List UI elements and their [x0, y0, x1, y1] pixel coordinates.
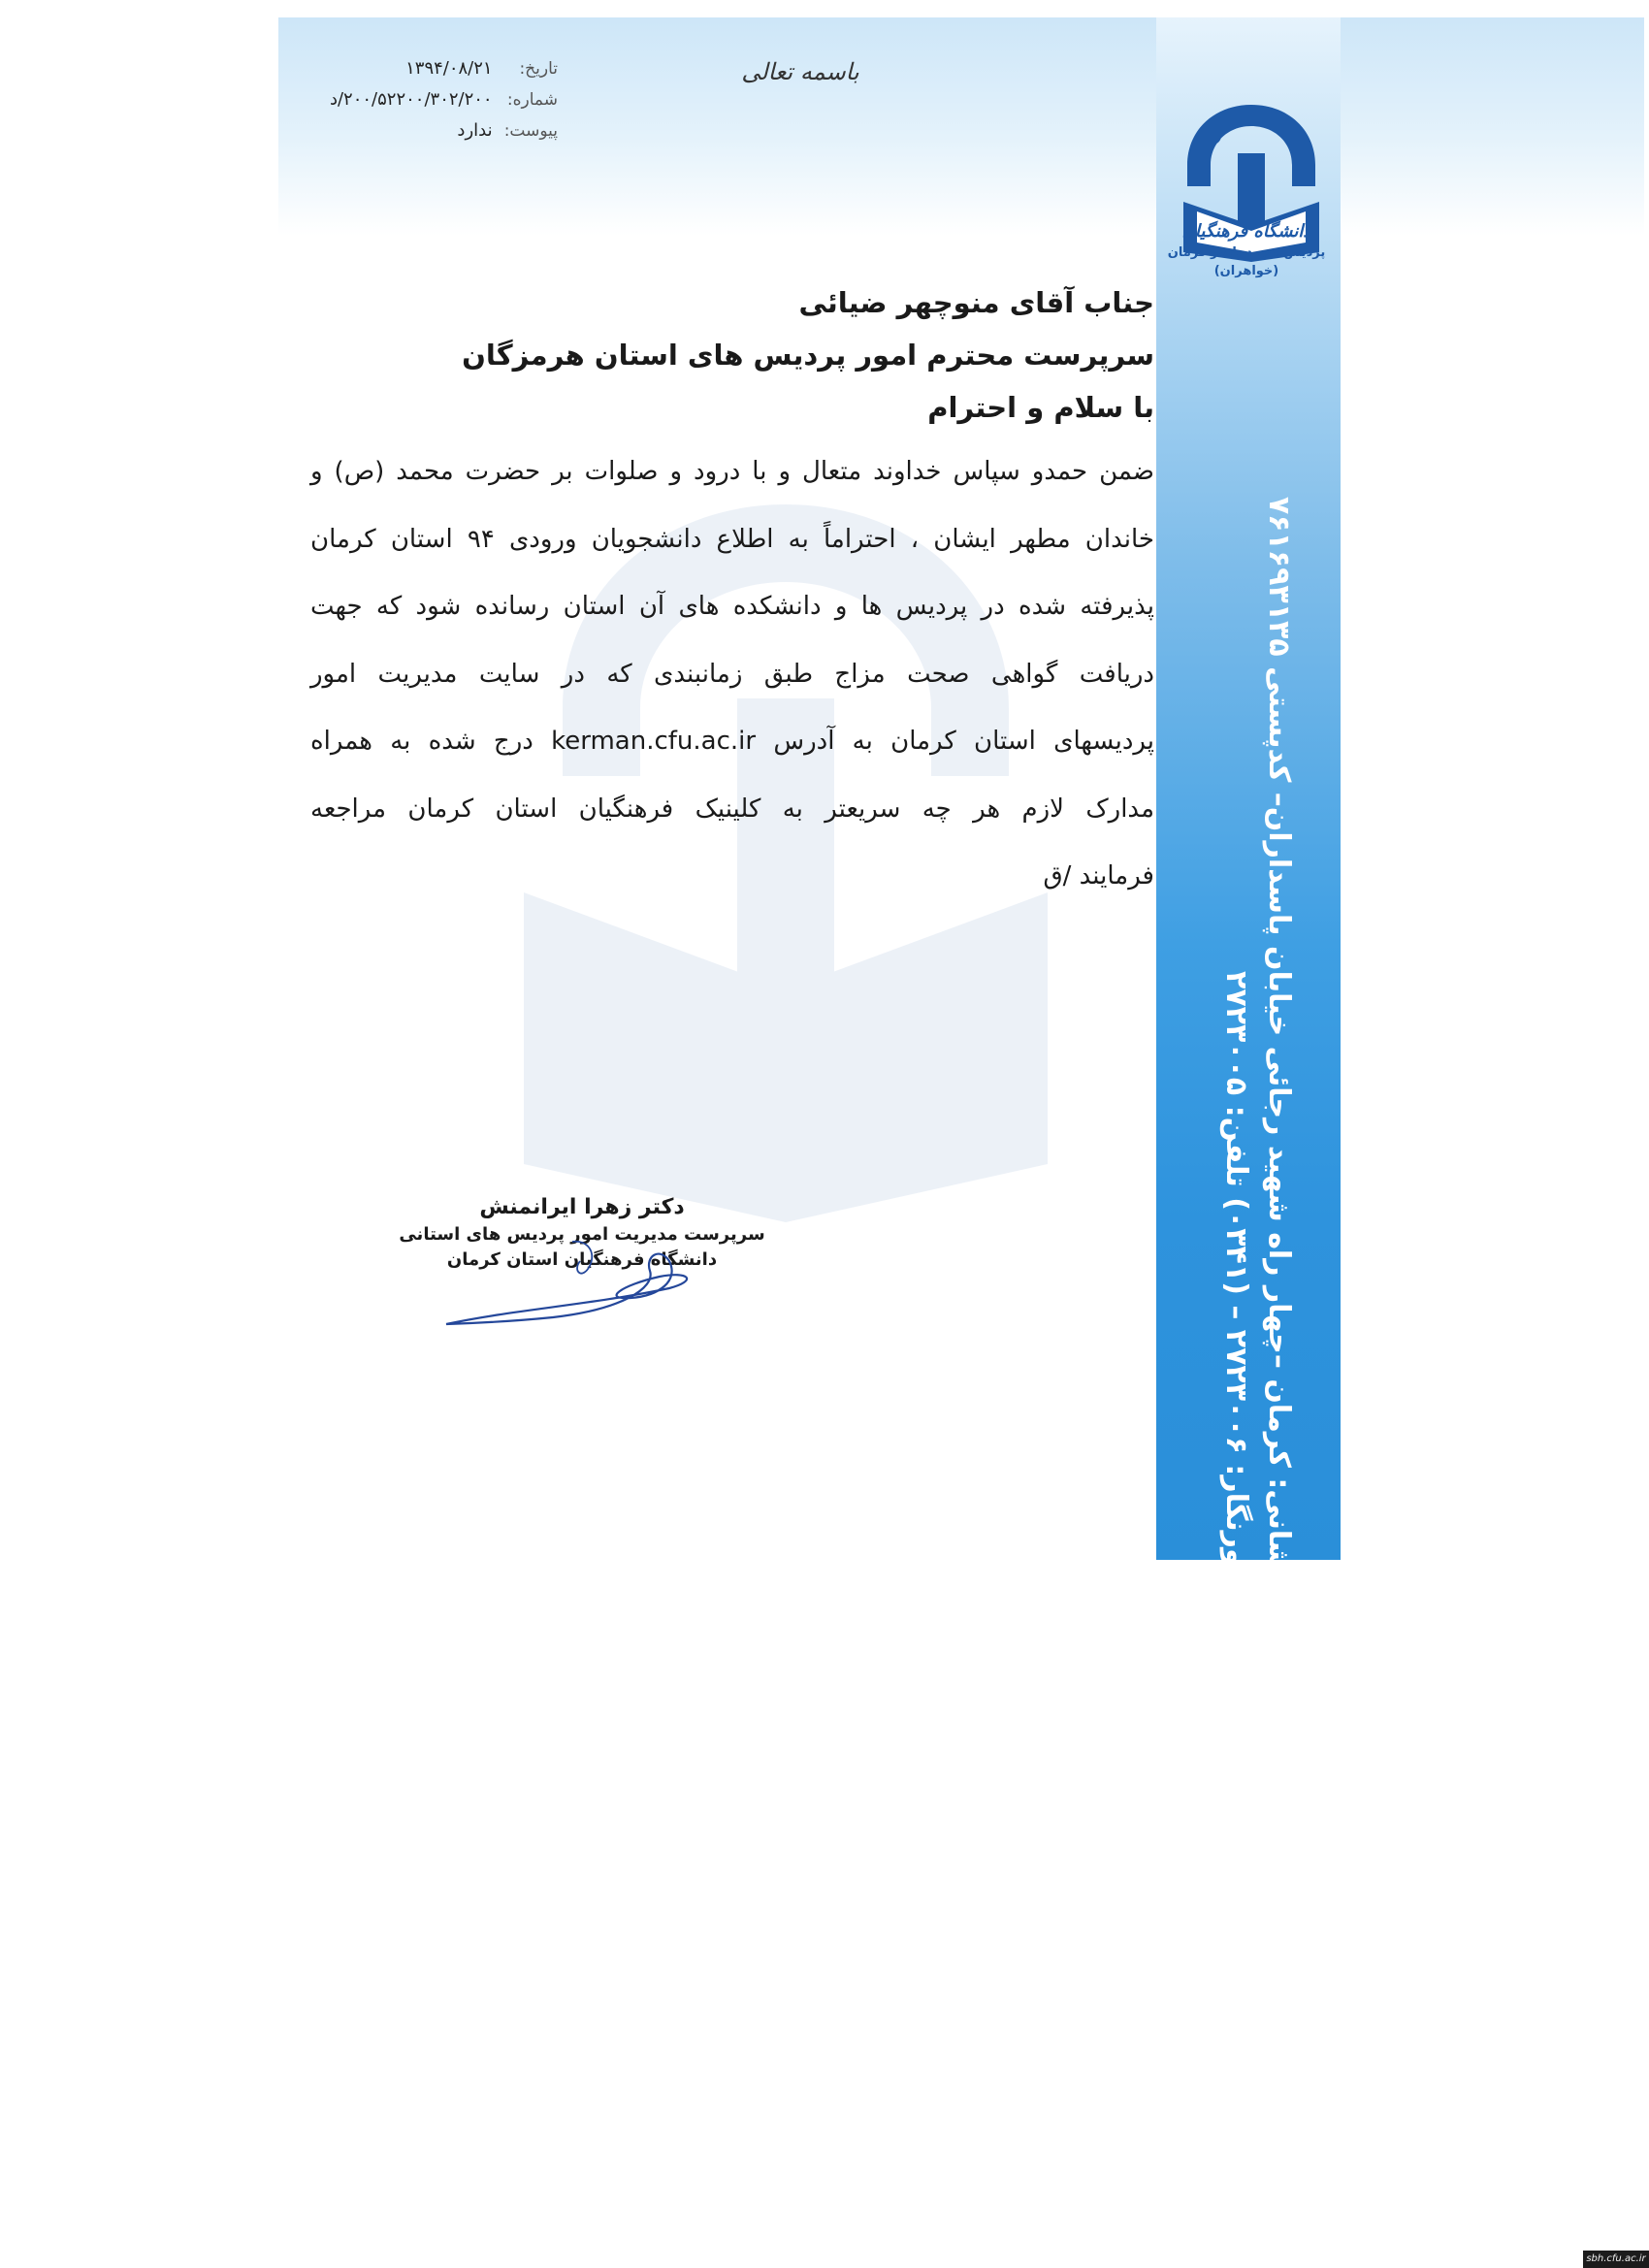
body-line: فرمایند /ق — [1043, 861, 1154, 891]
handwritten-signature — [427, 1213, 718, 1339]
date-value: ۱۳۹۴/۰۸/۲۱ — [405, 58, 493, 79]
signatory-name: دکتر زهرا ایرانمنش — [479, 1195, 685, 1219]
attachment-label: پیوست: — [503, 121, 558, 141]
logo-branch: (خواهران) — [1213, 264, 1279, 278]
number-row — [306, 84, 558, 115]
letter-meta — [306, 53, 558, 146]
source-badge: sbh.cfu.ac.ir — [1583, 2251, 1649, 2268]
body-line: پردیسهای استان کرمان به آدرس kerman.cfu.ac.ir درج شده به همراه — [310, 727, 1155, 756]
basmala: باسمه تعالی — [741, 58, 859, 85]
body-line: خاندان مطهر ایشان ، احتراماً به اطلاع دانشجویان ورودی ۹۴ استان کرمان — [310, 524, 1154, 554]
side-address: نشانی: کرمان –چهار راه شهید رجائی خیابان پاسداران– کدپستی ۷۶۱۶۹۳۱۳۵ دورنگار: ۲۷۲۳۰۰۶ – (۰۳۴۱) تلفن: ۲۷۲۳۰۰۵ — [1219, 496, 1296, 1581]
addressee-name: جناب آقای منوچهر ضیائی — [798, 286, 1154, 319]
attachment-value: ندارد — [457, 120, 493, 141]
body-line: ضمن حمدو سپاس خداوند متعال و با درود و صلوات بر حضرت محمد (ص) و — [310, 457, 1154, 486]
number-label: شماره: — [506, 90, 558, 110]
letter-body — [310, 276, 1154, 911]
logo-caption — [1159, 221, 1334, 278]
logo-university-name: دانشگاه فرهنگیان — [1181, 221, 1311, 242]
date-row — [306, 53, 558, 84]
attachment-row — [306, 115, 558, 146]
body-line: دریافت گواهی صحت مزاج طبق زمانبندی که در سایت مدیریت امور — [310, 659, 1154, 689]
signatory-organization: دانشگاه فرهنگیان استان کرمان — [446, 1249, 718, 1270]
body-line: پذیرفته شده در پردیس ها و دانشکده های آن استان رسانده شود که جهت — [310, 592, 1154, 621]
signatory-title: سرپرست مدیریت امور پردیس های استانی — [399, 1224, 765, 1245]
greeting: با سلام و احترام — [927, 391, 1154, 424]
number-value: ۲۰۰/۵۲۲۰۰/۳۰۲/۲۰۰/د — [329, 89, 493, 110]
date-label: تاریخ: — [519, 59, 558, 79]
logo-campus-name: پردیس شهید باهنر کرمان — [1167, 245, 1326, 260]
body-line: مدارک لازم هر چه سریعتر به کلینیک فرهنگیان استان کرمان مراجعه — [310, 794, 1154, 824]
addressee-title: سرپرست محترم امور پردیس های استان هرمزگان — [462, 339, 1154, 372]
